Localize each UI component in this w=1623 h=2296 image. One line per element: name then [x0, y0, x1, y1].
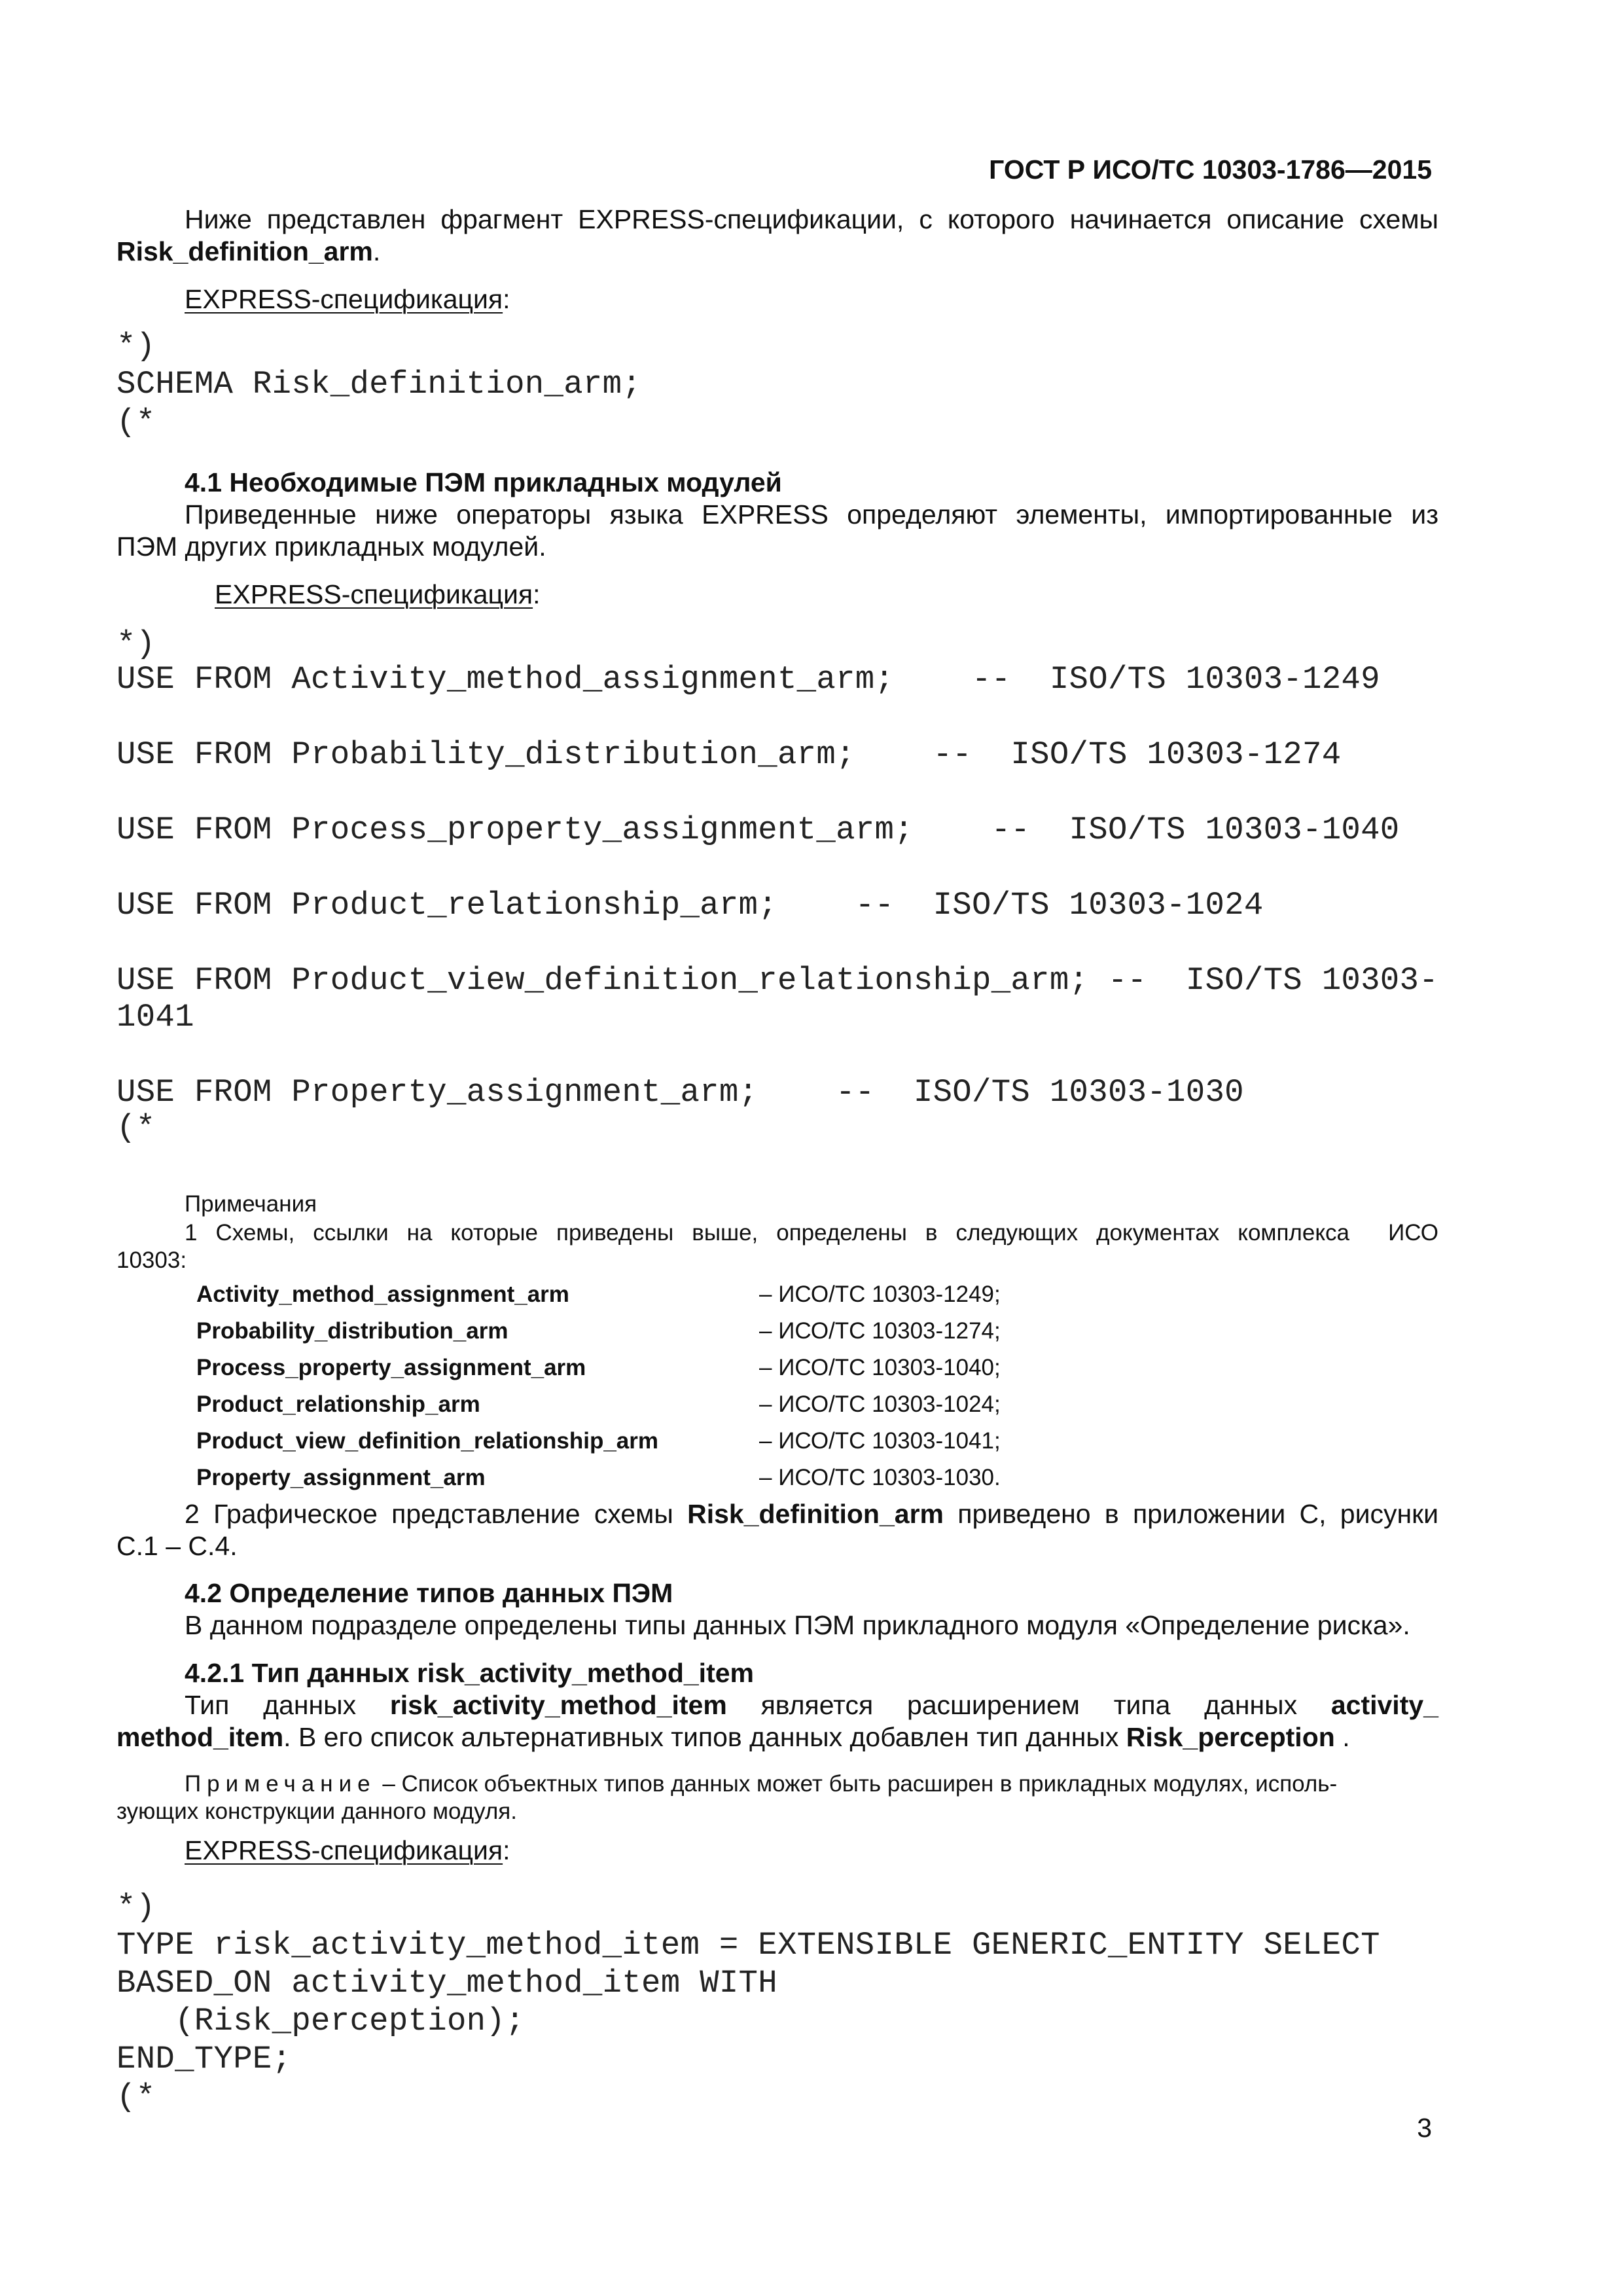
document-id-header: ГОСТ Р ИСО/ТС 10303-1786—2015 [989, 154, 1432, 185]
code-line: *) [116, 626, 156, 662]
notes-table-row [196, 1423, 1001, 1460]
note-4-2-1-line-1: Примечание – Список объектных типов данных может быть расширен в прикладных модулях, исполь- [185, 1771, 1338, 1797]
note-2-line-2: С.1 – С.4. [116, 1531, 238, 1561]
section-heading-4-2: 4.2 Определение типов данных ПЭМ [185, 1578, 673, 1608]
notes-schema-ref: – ИСО/ТС 10303-1274; [759, 1318, 1001, 1344]
express-spec-label: EXPRESS-спецификация: [185, 284, 510, 314]
notes-table-row [196, 1313, 1001, 1350]
code-line: *) [116, 328, 156, 365]
code-line-use: USE FROM Process_property_assignment_arm; -- ISO/TS 10303-1040 [116, 812, 1400, 848]
note-1-line-2: 10303: [116, 1247, 187, 1273]
code-line-use: USE FROM Product_view_definition_relationship_arm; -- ISO/TS 10303- [116, 962, 1438, 999]
code-line-use: USE FROM Product_relationship_arm; -- ISO/TS 10303-1024 [116, 887, 1264, 924]
intro-line-1: Ниже представлен фрагмент EXPRESS-спецификации, с которого начинается описание схемы [185, 204, 1438, 234]
section-heading-4-2-1: 4.2.1 Тип данных risk_activity_method_item [185, 1658, 754, 1688]
code-line: (* [116, 1109, 156, 1146]
code-line: SCHEMA Risk_definition_arm; [116, 366, 642, 403]
notes-schema-name: Probability_distribution_arm [196, 1318, 508, 1344]
code-line: TYPE risk_activity_method_item = EXTENSIBLE GENERIC_ENTITY SELECT [116, 1927, 1380, 1964]
schema-name: Risk_definition_arm [116, 236, 373, 266]
note-4-2-1-line-2: зующих конструкции данного модуля. [116, 1799, 517, 1824]
notes-schema-name: Property_assignment_arm [196, 1465, 486, 1490]
notes-schema-ref: – ИСО/ТС 10303-1041; [759, 1428, 1001, 1454]
express-spec-label: EXPRESS-спецификация: [215, 579, 541, 609]
section-4-1-para-line-1: Приведенные ниже операторы языка EXPRESS определяют элементы, импортированные из [185, 499, 1438, 529]
notes-table-row [196, 1276, 1001, 1313]
notes-table-row [196, 1350, 1001, 1386]
notes-schema-name: Product_view_definition_relationship_arm [196, 1428, 658, 1454]
code-line-use: 1041 [116, 999, 194, 1035]
notes-schema-ref: – ИСО/ТС 10303-1040; [759, 1355, 1001, 1380]
express-spec-label: EXPRESS-спецификация: [185, 1835, 510, 1865]
code-block-schema [116, 327, 641, 441]
notes-schema-table [196, 1276, 1001, 1496]
notes-schema-name: Process_property_assignment_arm [196, 1355, 586, 1380]
notes-schema-ref: – ИСО/ТС 10303-1024; [759, 1391, 1001, 1417]
intro-line-2: Risk_definition_arm. [116, 236, 381, 266]
code-line: (Risk_perception); [116, 2003, 525, 2039]
code-line: (* [116, 2079, 156, 2115]
code-line-use: USE FROM Activity_method_assignment_arm; -- ISO/TS 10303-1249 [116, 661, 1380, 698]
notes-table-row [196, 1460, 1001, 1496]
notes-schema-name: Activity_method_assignment_arm [196, 1282, 569, 1307]
notes-schema-ref: – ИСО/ТС 10303-1030. [759, 1465, 1001, 1490]
code-line: END_TYPE; [116, 2041, 292, 2077]
code-line-use: USE FROM Probability_distribution_arm; -- ISO/TS 10303-1274 [116, 736, 1342, 773]
code-line: BASED_ON activity_method_item WITH [116, 1965, 777, 2001]
notes-schema-name: Product_relationship_arm [196, 1391, 480, 1417]
section-4-2-para: В данном подразделе определены типы данных ПЭМ прикладного модуля «Определение риска». [185, 1610, 1410, 1640]
notes-title: Примечания [185, 1191, 317, 1217]
note-2-line-1: 2 Графическое представление схемы Risk_definition_arm приведено в приложении С, рисунки [185, 1499, 1438, 1529]
page-number: 3 [1417, 2113, 1432, 2143]
note-1-line-1: 1 Схемы, ссылки на которые приведены выше, определены в следующих документах комплекса [185, 1220, 1349, 1246]
notes-table-row [196, 1386, 1001, 1423]
note-1-iso: ИСО [1388, 1220, 1438, 1246]
note-label: Примечание [185, 1771, 376, 1797]
section-4-1-para-line-2: ПЭМ других прикладных модулей. [116, 531, 546, 562]
code-line: *) [116, 1889, 156, 1926]
section-4-2-1-para-line-1: Тип данных risk_activity_method_item является расширением типа данных activity_ [185, 1690, 1438, 1720]
section-4-2-1-para-line-2: method_item. В его список альтернативных типов данных добавлен тип данных Risk_perception . [116, 1722, 1350, 1752]
notes-schema-ref: – ИСО/ТС 10303-1249; [759, 1282, 1001, 1307]
section-heading-4-1: 4.1 Необходимые ПЭМ прикладных модулей [185, 467, 782, 497]
code-block-type [116, 1888, 1380, 2116]
code-line: (* [116, 404, 156, 440]
code-line-use: USE FROM Property_assignment_arm; -- ISO/TS 10303-1030 [116, 1074, 1244, 1111]
